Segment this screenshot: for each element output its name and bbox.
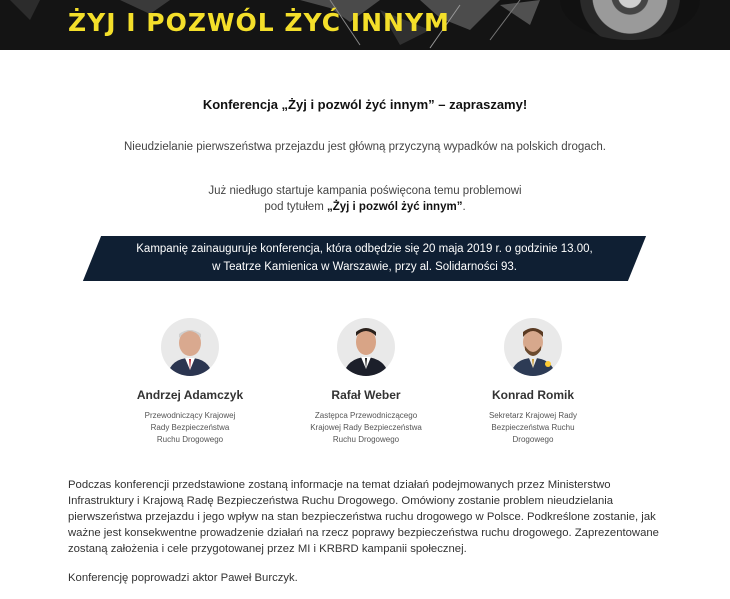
header-banner [0,0,730,50]
body-paragraph: Konferencję poprowadzi aktor Paweł Burczyk. [68,572,298,584]
body-paragraph: Podczas konferencji przedstawione zostaną informacje na temat działań podejmowanych przez Ministerstwo Infrastruktury i Krajową Radę Bezpieczeństwa Ruchu Drogowego. Omówiony zostanie problem nieudzielania pierwszeństwa przejazdu i jego wpływ na stan bezpieczeństwa ruchu drogowego w Polsce. Podkreślone zostanie, jak ważne jest konsekwentne prowadzenie działań na rzecz poprawy bezpieczeństwa ruchu drogowego. Zaprezentowane zostaną założenia i cele przygotowanej przez MI i KRBRD kampanii społecznej. [68,479,659,555]
speaker-name: Andrzej Adamczyk [136,388,244,402]
campaign-line-1: Już niedługo startuje kampania poświęcona temu problemowi [208,185,522,197]
banner-title: ŻYJ I POZWÓL ŻYĆ INNYM [68,8,450,37]
campaign-text [0,183,730,215]
intro-text: Nieudzielanie pierwszeństwa przejazdu jest główną przyczyną wypadków na polskich drogach. [124,141,606,153]
speaker-role: Zastępca Przewodniczącego Krajowej Rady Bezpieczeństwa Ruchu Drogowego [310,411,422,444]
event-info-text [92,240,637,276]
speaker-card [448,318,618,446]
event-info-line-1: Kampanię zainauguruje konferencja, która odbędzie się 20 maja 2019 r. o godzinie 13.00, [136,243,593,255]
speaker-name: Konrad Romik [491,388,574,402]
speaker-role: Sekretarz Krajowej Rady Bezpieczeństwa Ruchu Drogowego [488,411,578,444]
campaign-title: „Żyj i pozwól żyć innym” [326,201,463,213]
speaker-card [105,318,275,446]
speaker-name: Rafał Weber [331,388,401,402]
page-title: Konferencja „Żyj i pozwól żyć innym” – zapraszamy! [202,97,528,112]
campaign-line-2: pod tytułem „Żyj i pozwól żyć innym”. [264,201,466,213]
speaker-card [281,318,451,446]
speaker-role: Przewodniczący Krajowej Rady Bezpieczeństwa Ruchu Drogowego [144,411,236,444]
avatar [161,318,219,376]
avatar [504,318,562,376]
avatar [337,318,395,376]
body-text [68,477,668,599]
event-info-line-2: w Teatrze Kamienica w Warszawie, przy al. Solidarności 93. [212,261,517,273]
